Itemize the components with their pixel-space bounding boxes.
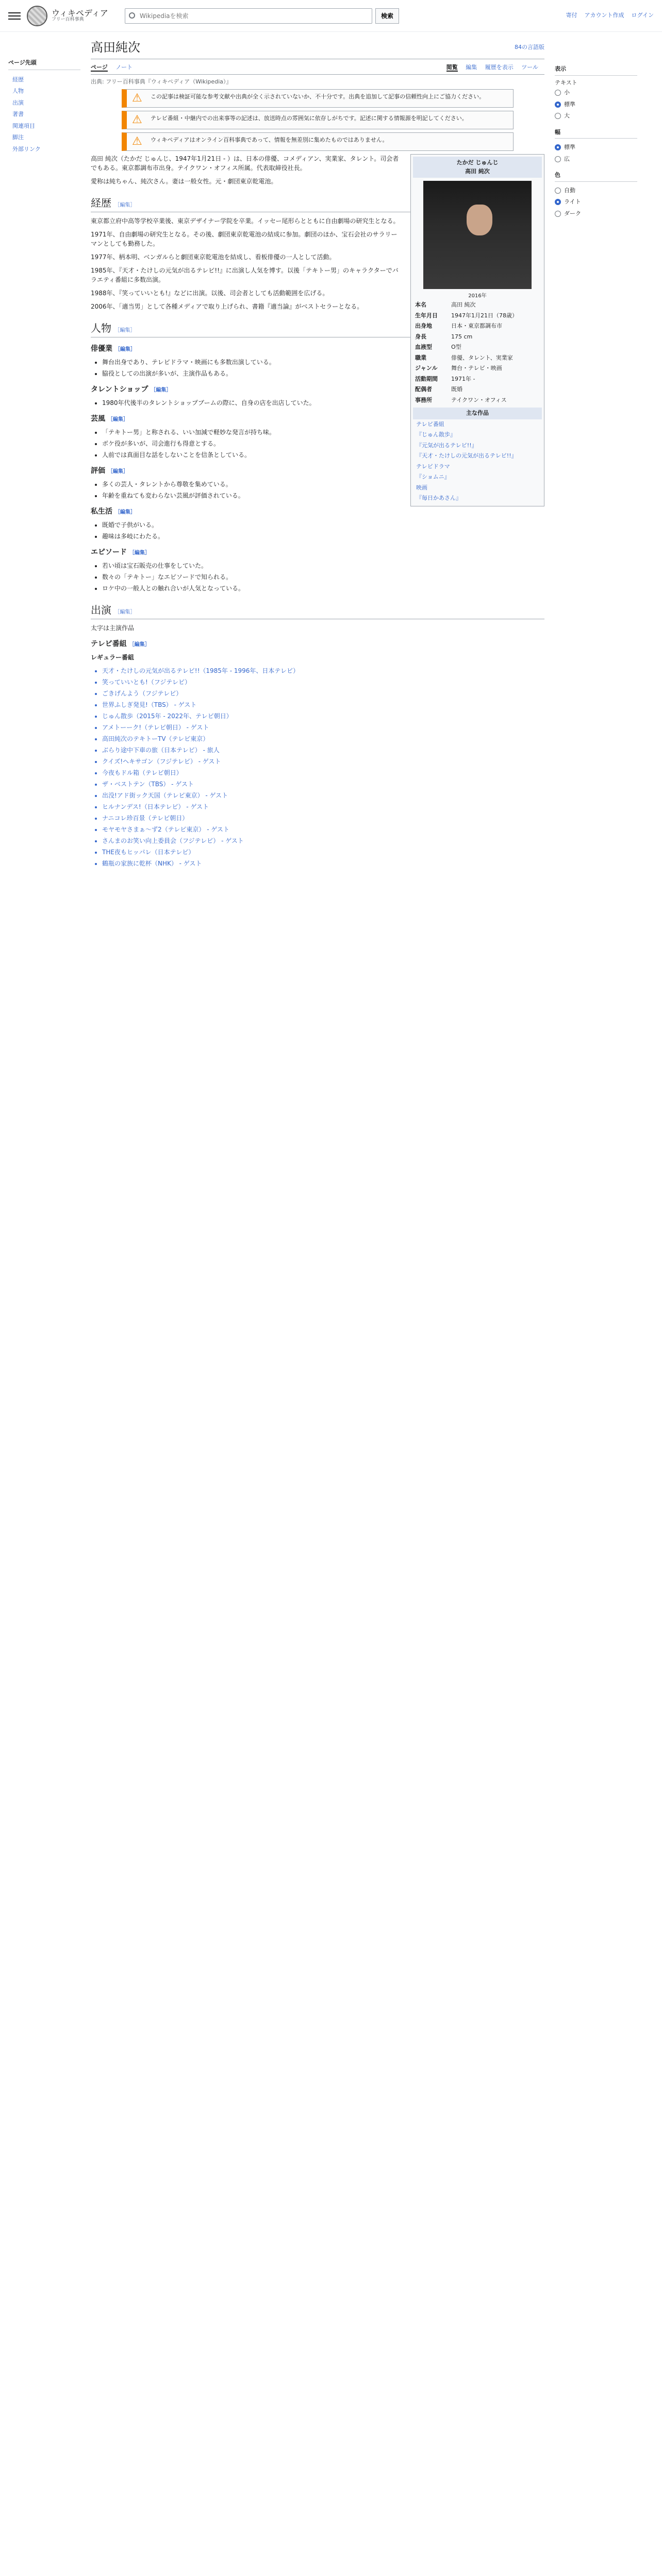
login-link[interactable]: ログイン [631,12,654,19]
edit-link[interactable]: ［編集］ [114,609,136,615]
list-item: • 既婚で子供がいる。 [102,520,544,530]
list-item[interactable]: • さんまのお笑い向上委員会（フジテレビ） - ゲスト [102,836,544,845]
tab-read[interactable]: 閲覧 [446,64,458,71]
appearance-heading: 表示 [555,65,637,76]
toc-item[interactable]: 関連項目 [12,122,35,129]
infobox-row [413,332,542,343]
edit-link[interactable]: ［編集］ [107,417,128,422]
list-item[interactable]: • アメトーーク!（テレビ朝日） - ゲスト [102,723,544,732]
search-icon [129,12,135,19]
tab-history[interactable]: 履歴を表示 [485,64,514,71]
radio-icon [555,90,561,96]
infobox-value: 175 cm [451,333,473,340]
list-item: • 趣味は多岐にわたる。 [102,532,544,541]
list-item: • 数々の「テキトー」なエピソードで知られる。 [102,572,544,582]
edit-link[interactable]: ［編集］ [114,510,136,515]
main-menu-icon[interactable] [8,10,21,22]
list-item[interactable]: • じゅん散歩（2015年 - 2022年、テレビ朝日） [102,711,544,721]
wordmark: ウィキペディア [52,8,108,18]
search-input[interactable] [125,8,372,24]
appearance-panel [555,32,637,872]
career-paragraph: 1988年、『笑っていいとも!』などに出演。以後、司会者としても活動範囲を広げる。 [91,290,329,297]
list-item: • 人前では真面目な話をしないことを信条としている。 [102,450,544,460]
list-item[interactable]: • ぶらり途中下車の旅（日本テレビ） - 旅人 [102,745,544,755]
radio-icon [555,113,561,119]
infobox-key: 職業 [415,354,426,361]
portrait-photo[interactable] [423,181,532,289]
subsection-heading: エピソード ［編集］ [91,548,150,556]
create-account-link[interactable]: アカウント作成 [584,12,624,19]
infobox-value: 俳優、タレント、実業家 [451,354,513,361]
option-radio[interactable]: 小 [555,87,637,99]
page-tabs [91,61,544,75]
infobox-value: O型 [451,344,461,350]
infobox-row [413,374,542,385]
globe-icon [27,6,47,26]
list-item[interactable]: • 天才・たけしの元気が出るテレビ!!（1985年 - 1996年、日本テレビ） [102,666,544,675]
toc-sidebar [8,32,80,872]
infobox [410,154,544,506]
list-item: • 脇役としての出演が多いが、主演作品もある。 [102,369,544,378]
infobox-work[interactable]: 『じゅん散歩』 [416,431,456,438]
infobox-key: 出身地 [415,323,432,329]
donate-link[interactable]: 寄付 [566,12,577,19]
search-button[interactable]: 検索 [375,8,399,24]
section-heading: 出演 ［編集］ [91,602,544,619]
list-item[interactable]: • 笑っていいとも!（フジテレビ） [102,677,544,687]
edit-link[interactable]: ［編集］ [114,328,136,333]
infobox-key: 生年月日 [415,312,438,319]
infobox-value: 1971年 - [451,375,475,382]
option-radio[interactable]: ダーク [555,208,637,220]
edit-link[interactable]: ［編集］ [151,387,172,393]
infobox-work[interactable]: テレビドラマ [416,463,450,470]
infobox-value: 既婚 [451,386,462,393]
bullet-list [91,520,544,541]
edit-link[interactable]: ［編集］ [114,347,136,352]
option-radio[interactable]: 自動 [555,185,637,197]
main-content [80,32,555,872]
radio-icon [555,211,561,217]
list-item[interactable]: • モヤモヤさまぁ〜ず2（テレビ東京） - ゲスト [102,825,544,834]
list-item: • 若い頃は宝石販売の仕事をしていた。 [102,561,544,570]
infobox-value: 舞台・テレビ・映画 [451,365,502,371]
infobox-work[interactable]: 『天才・たけしの元気が出るテレビ!!』 [416,452,517,459]
subsection-heading: 評価 ［編集］ [91,467,128,475]
career-paragraph: 東京都立府中高等学校卒業後、東京デザイナー学院を卒業。イッセー尾形らとともに自由劇場の研究生となる。 [91,217,400,225]
toc-item[interactable]: 経歴 [12,76,24,83]
notice-box: ⚠ この記事は検証可能な参考文献や出典が全く示されていないか、不十分です。出典を追加して記事の信頼性向上にご協力ください。 [122,89,514,108]
list-item[interactable]: • THE夜もヒッパレ（日本テレビ） [102,848,544,857]
radio-icon [555,156,561,162]
section-heading: 経歴 ［編集］ [91,195,544,212]
infobox-key: ジャンル [415,365,438,371]
career-paragraph: 1985年、『天才・たけしの元気が出るテレビ!!』に出演し人気を博す。以後「テキトー男」のキャラクターでバラエティ番組に多数出演。 [91,267,399,283]
infobox-row [413,395,542,406]
list-item: • 1980年代後半のタレントショップブームの際に、自身の店を出店していた。 [102,398,544,408]
list-item[interactable]: • クイズ!ヘキサゴン（フジテレビ） - ゲスト [102,757,544,766]
option-radio[interactable]: 標準 [555,99,637,111]
infobox-row [413,342,542,353]
list-item[interactable]: • ごきげんよう（フジテレビ） [102,689,544,698]
list-item[interactable]: • ナニコレ珍百景（テレビ朝日） [102,814,544,823]
list-item: • 舞台出身であり、テレビドラマ・映画にも多数出演している。 [102,358,544,367]
list-item: • ボケ役が多いが、司会進行も得意とする。 [102,439,544,448]
tab-tools[interactable]: ツール [521,64,538,71]
page-title: 高田純次 84の言語版 [91,38,544,59]
list-item[interactable]: • ヒルナンデス!（日本テレビ） - ゲスト [102,802,544,811]
bullet-list [91,561,544,593]
tab-page[interactable]: ページ [91,64,108,71]
option-radio[interactable]: 広 [555,154,637,165]
toc-heading[interactable]: ページ先頭 [8,59,80,70]
article-source: 出典: フリー百科事典『ウィキペディア（Wikipedia）』 [91,78,232,85]
infobox-value: テイクワン・オフィス [451,396,507,403]
infobox-work[interactable]: 映画 [416,484,427,491]
intro-paragraph: 愛称は純ちゃん、純次さん。妻は一般女性。元・劇団東京乾電池。 [91,178,277,185]
list-item: • 多くの芸人・タレントから尊敬を集めている。 [102,480,544,489]
option-radio[interactable]: 標準 [555,142,637,154]
list-item: • 「テキトー男」と称される、いい加減で軽妙な発言が持ち味。 [102,428,544,437]
tab-edit[interactable]: 編集 [466,64,477,71]
subsection-heading: 俳優業 ［編集］ [91,345,136,353]
radio-icon [555,144,561,150]
user-links [566,11,654,20]
subsection-heading: 芸風 ［編集］ [91,415,128,423]
list-item[interactable]: • ザ・ベストテン（TBS） - ゲスト [102,779,544,789]
toc-item[interactable]: 人物 [12,88,24,94]
radio-icon [555,199,561,205]
infobox-row [413,321,542,332]
toc-item[interactable]: 脚注 [12,134,24,141]
top-bar [0,0,662,32]
infobox-value: 1947年1月21日（78歳） [451,312,518,319]
infobox-row [413,384,542,395]
warning-icon [132,136,145,147]
list-item: • 年齢を重ねても変わらない芸風が評価されている。 [102,491,544,500]
infobox-row [413,311,542,321]
warning-icon [132,93,145,104]
notice-box: ⚠ ウィキペディアはオンライン百科事典であって、情報を無差別に集めたものではありません。 [122,132,514,151]
radio-icon [555,188,561,194]
list-item[interactable]: • 鶴瓶の家族に乾杯（NHK） - ゲスト [102,859,544,868]
section-heading: 人物 ［編集］ [91,320,544,337]
list-item[interactable]: • 出没!アド街ック天国（テレビ東京） - ゲスト [102,791,544,800]
works-heading: 主な作品 [413,408,542,419]
toc-item[interactable]: 外部リンク [12,145,41,152]
subsection-heading: 私生活 ［編集］ [91,507,136,516]
color-label: 色 [555,171,637,182]
tagline: フリー百科事典 [52,17,84,23]
subsection-heading: テレビ番組 ［編集］ [91,640,150,648]
intro-paragraph: 高田 純次（たかだ じゅんじ、1947年1月21日 - ）は、日本の俳優、コメディアン、実業家、タレント。司会者でもある。東京都調布市出身。テイクワン・オフィス所属。代表取締役社長。 [91,155,399,172]
list-item[interactable]: • 今夜もドル箱（テレビ朝日） [102,768,544,777]
infobox-value: 日本・東京都調布市 [451,323,502,329]
appear-note: 太字は主演作品 [91,624,135,632]
infobox-key: 事務所 [415,396,432,403]
infobox-key: 活動期間 [415,375,438,382]
infobox-key: 身長 [415,333,426,340]
site-logo[interactable] [27,6,120,26]
infobox-key: 配偶者 [415,386,432,393]
radio-icon [555,101,561,108]
infobox-row [413,363,542,374]
edit-link[interactable]: ［編集］ [129,550,150,556]
list-item[interactable]: • 高田純次のテキトーTV（テレビ東京） [102,734,544,743]
infobox-row [413,300,542,311]
language-button[interactable]: 84の言語版 [515,43,544,50]
infobox-work[interactable]: 『元気が出るテレビ!!』 [416,442,477,449]
infobox-key: 本名 [415,301,426,308]
subsection-heading: タレントショップ ［編集］ [91,385,172,394]
list-item: • ロケ中の一般人との触れ合いが人気となっている。 [102,584,544,593]
notice-box: ⚠ テレビ番組・中継内での出来事等の記述は、放送時点の雰囲気に依存しがちです。記述に関する情報源を明記してください。 [122,111,514,129]
infobox-title: たかだ じゅんじ 高田 純次 [413,157,542,178]
text-size-label: テキスト [555,79,577,86]
toc-item[interactable]: 出演 [12,99,24,106]
career-paragraph: 2006年、「適当男」として各種メディアで取り上げられ、書籍『適当論』がベストセラーとなる。 [91,303,363,310]
career-paragraph: 1977年、柄本明、ベンガルらと劇団東京乾電池を結成し、看板俳優の一人として活動。 [91,253,336,261]
edit-link[interactable]: ［編集］ [107,469,128,474]
career-paragraph: 1971年、自由劇場の研究生となる。その後、劇団東京乾電池の結成に参加。劇団のほか、宝石会社のサラリーマンとしても勤務した。 [91,231,398,247]
list-item[interactable]: • 世界ふしぎ発見!（TBS） - ゲスト [102,700,544,709]
infobox-row [413,353,542,364]
edit-link[interactable]: ［編集］ [129,642,150,648]
warning-icon [132,114,145,126]
infobox-work[interactable]: テレビ番組 [416,420,444,428]
edit-link[interactable]: ［編集］ [114,202,136,208]
infobox-key: 血液型 [415,344,432,350]
width-label: 幅 [555,128,637,139]
option-radio[interactable]: ライト [555,196,637,208]
photo-caption: 2016年 [468,293,487,299]
infobox-value: 高田 純次 [451,301,476,308]
subsection-label: レギュラー番組 [91,654,135,661]
toc-item[interactable]: 著書 [12,111,24,117]
tab-talk[interactable]: ノート [115,64,133,71]
infobox-work[interactable]: 『ショムニ』 [416,473,450,480]
option-radio[interactable]: 大 [555,110,637,122]
infobox-work[interactable]: 『毎日かあさん』 [416,495,461,501]
search-form [125,8,399,24]
